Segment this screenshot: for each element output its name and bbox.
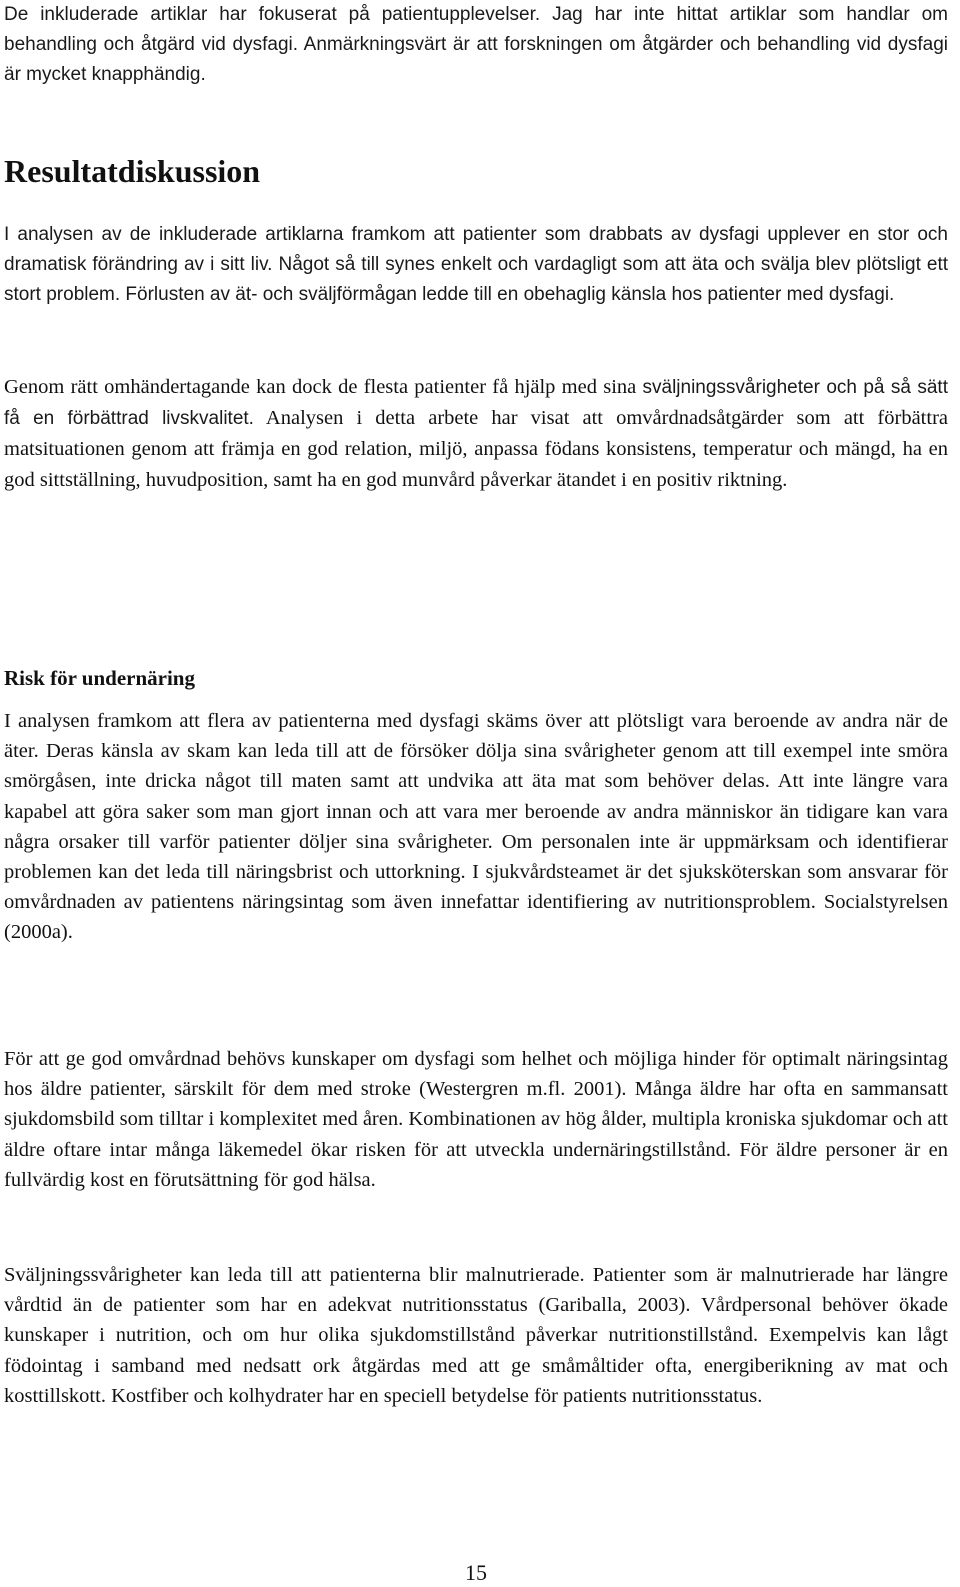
heading-resultatdiskussion: Resultatdiskussion <box>4 153 261 189</box>
paragraph-2-sans-segment: sväljningssvårigheter och på så sätt få en förbättrad livskvalitet. <box>4 377 948 430</box>
intro-paragraph: De inkluderade artiklar har fokuserat på patientupplevelser. Jag har inte hittat artiklar som handlar om behandling och åtgärd vid dysfagi. Anmärkningsvärt är att forskningen om åtgärder och behandling vid dysfagi är mycket knapphändig. <box>4 4 948 86</box>
page-number: 15 <box>465 1560 487 1585</box>
risk-paragraph-3: Sväljningssvårigheter kan leda till att patienterna blir malnutrierade. Patienter som är malnutrierade har längre vårdtid än de patienter som har en adekvat nutritionsstatus (Gariballa, 2003). Vårdpersonal behöver ökade kunskaper i nutrition, och om hur olika sjukdomstillstånd påverkar nutritionstillstånd. Exempelvis kan lågt födointag i samband med nedsatt ork åtgärdas med att ge småmåltider ofta, energiberikning av mat och kosttillskott. Kostfiber och kolhydrater har en speciell betydelse för patients nutritionsstatus. <box>4 1264 948 1407</box>
risk-paragraph-2: För att ge god omvårdnad behövs kunskaper om dysfagi som helhet och möjliga hinder för optimalt näringsintag hos äldre patienter, särskilt för dem med stroke (Westergren m.fl. 2001). Många äldre har ofta en sammansatt sjukdomsbild som tilltar i komplexitet med åren. Kombinationen av hög ålder, multipla kroniska sjukdomar och att äldre oftare intar många läkemedel ökar risken för att utveckla undernäringstillstånd. För äldre personer är en fullvärdig kost en förutsättning för god hälsa. <box>4 1048 948 1191</box>
resultatdiskussion-paragraph-1: I analysen av de inkluderade artiklarna framkom att patienter som drabbats av dysfagi upplever en stor och dramatisk förändring av i sitt liv. Något så till synes enkelt och vardagligt som att äta och svälja blev plötsligt ett stort problem. Förlusten av ät- och sväljförmågan ledde till en obehaglig känsla hos patienter med dysfagi. <box>4 224 948 306</box>
heading-risk-for-undernaring: Risk för undernäring <box>4 666 195 690</box>
risk-paragraph-1: I analysen framkom att flera av patienterna med dysfagi skäms över att plötsligt vara beroende av andra när de äter. Deras känsla av skam kan leda till att de försöker dölja sina svårigheter genom att till exempel inte smöra smörgåsen, inte dricka något till maten samt att undvika att äta mat som behöver delas. Att inte längre vara kapabel att göra saker som man gjort innan och att vara mer beroende av andra människor än tidigare kan vara några orsaker till varför patienter döljer sina svårigheter. Om personalen inte är uppmärksam och identifierar problemen kan det leda till näringsbrist och uttorkning. I sjukvårdsteamet är det sjuksköterskan som ansvarar för omvårdnaden av patientens näringsintag som även innefattar identifiering av nutritionsproblem. Socialstyrelsen (2000a). <box>4 710 948 944</box>
paragraph-2-serif-lead: Genom rätt omhändertagande kan dock de flesta patienter få hjälp med sina <box>4 376 637 398</box>
paragraph-2-serif-rest: Analysen i detta arbete har visat att omvårdnadsåtgärder som att förbättra matsituationen genom att främja en god relation, miljö, anpassa födans konsistens, temperatur och mängd, ha en god sittställning, huvudposition, samt ha en god munvård påverkar ätandet i en positiv riktning. <box>4 407 949 491</box>
resultatdiskussion-paragraph-2 <box>4 372 948 495</box>
